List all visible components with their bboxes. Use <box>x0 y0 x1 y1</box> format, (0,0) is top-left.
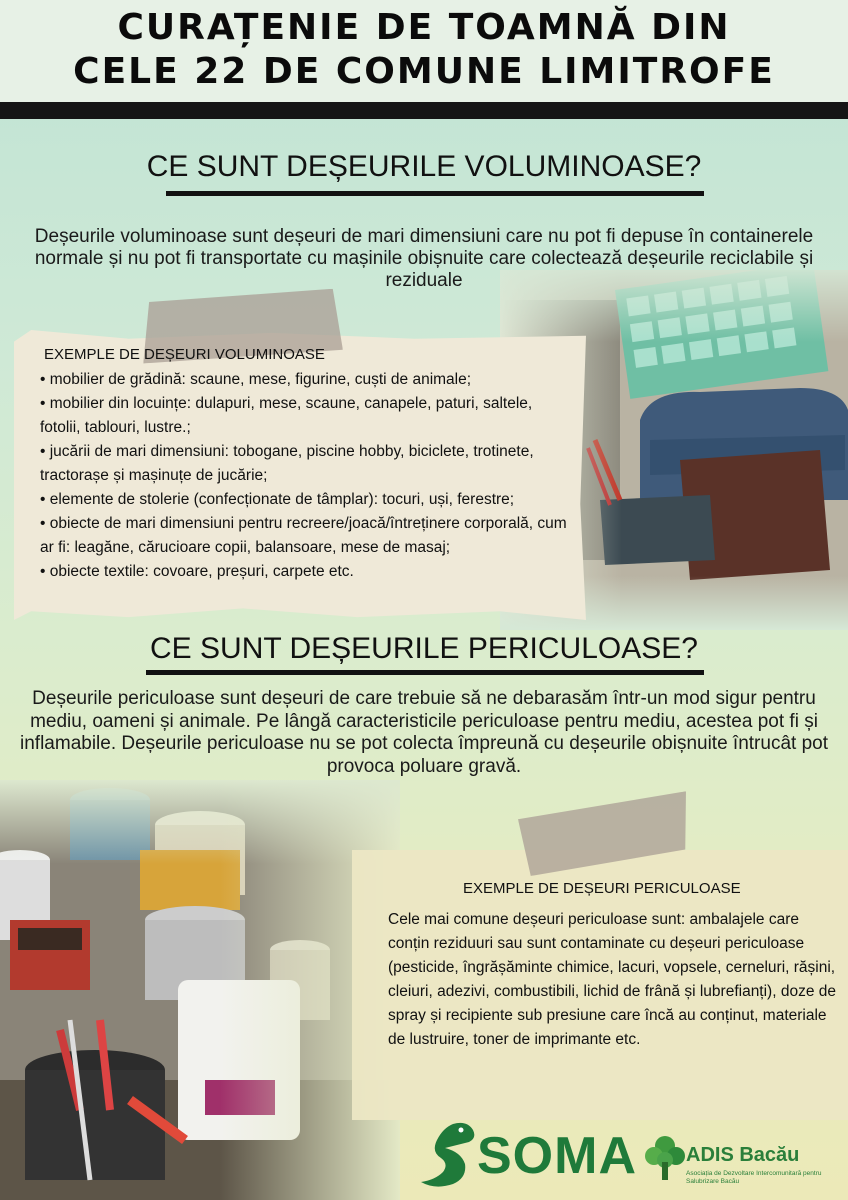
list-item: • obiecte textile: covoare, preșuri, carpete etc. <box>40 563 354 580</box>
adis-logo <box>644 1134 844 1194</box>
bulky-heading: CE SUNT DEȘEURILE VOLUMINOASE? <box>146 150 702 183</box>
bulky-heading-rule <box>166 191 704 196</box>
soma-logo <box>415 1118 637 1194</box>
header <box>0 0 848 104</box>
hazardous-intro: Deșeurile periculoase sunt deșeuri de care trebuie să ne debarasăm într-un mod sigur pentru mediu, oameni și animale. Pe lângă caracteristicile periculoase pentru mediu, acestea pot fi și inflamabile. Deșeurile periculoase nu se pot colecta împreună cu deșeurile obișnuite întrucât pot provoca poluare gravă. <box>20 688 828 777</box>
adis-subtitle: Asociația de Dezvoltare Intercomunitară pentru Salubrizare Bacău <box>686 1170 822 1185</box>
hazardous-examples-text: Cele mai comune deșeuri periculoase sunt: ambalajele care conțin reziduuri sau sunt contaminate cu deșeuri periculoase (pesticide, îngrășăminte chimice, lacuri, vopsele, cerneluri, rășini, cleiuri, adezivi, combustibili, lichid de frână și lubrefianți), doze de spray și recipiente sub presiune care încă au conținut, materiale de lustruire, toner de imprimante etc. <box>388 911 836 1048</box>
paint-cans-illustration <box>0 780 400 1200</box>
hazardous-photo <box>0 780 400 1200</box>
bulky-examples-title: EXEMPLE DE DEȘEURI VOLUMINOASE <box>44 346 325 363</box>
title-line-2: CELE 22 DE COMUNE LIMITROFE <box>73 51 775 92</box>
bulky-intro: Deșeurile voluminoase sunt deșeuri de mari dimensiuni care nu pot fi depuse în containerele normale și nu pot fi transportate cu mașinile obișnuite care colectează deșeurile reciclabile și reziduale <box>34 226 814 291</box>
hazardous-heading: CE SUNT DEȘEURILE PERICULOASE? <box>150 632 698 665</box>
list-item: • jucării de mari dimensiuni: tobogane, piscine hobby, biciclete, trotinete, tractorașe și mașinuțe de jucărie; <box>40 443 538 484</box>
adis-wordmark: ADIS Bacău <box>686 1144 800 1166</box>
list-item: • elemente de stolerie (confecționate de tâmplar): tocuri, uși, ferestre; <box>40 491 515 508</box>
list-item: • mobilier din locuințe: dulapuri, mese, scaune, canapele, paturi, saltele, fotolii, tablouri, lustre.; <box>40 395 537 436</box>
bulky-examples-list <box>40 368 570 584</box>
tree-icon <box>644 1134 686 1184</box>
hazardous-heading-rule <box>146 670 704 675</box>
title-line-1: CURAȚENIE DE TOAMNĂ DIN <box>117 7 731 48</box>
soma-wordmark: SOMA <box>477 1127 637 1185</box>
list-item: • obiecte de mari dimensiuni pentru recreere/joacă/întreținere corporală, cum ar fi: leagăne, cărucioare copii, balansoare, mese de masaj; <box>40 515 571 556</box>
header-divider <box>0 102 848 119</box>
hazardous-examples-title: EXEMPLE DE DEȘEURI PERICULOASE <box>463 880 741 897</box>
list-item: • mobilier de grădină: scaune, mese, figurine, cuști de animale; <box>40 371 472 388</box>
pelican-icon <box>415 1118 485 1194</box>
